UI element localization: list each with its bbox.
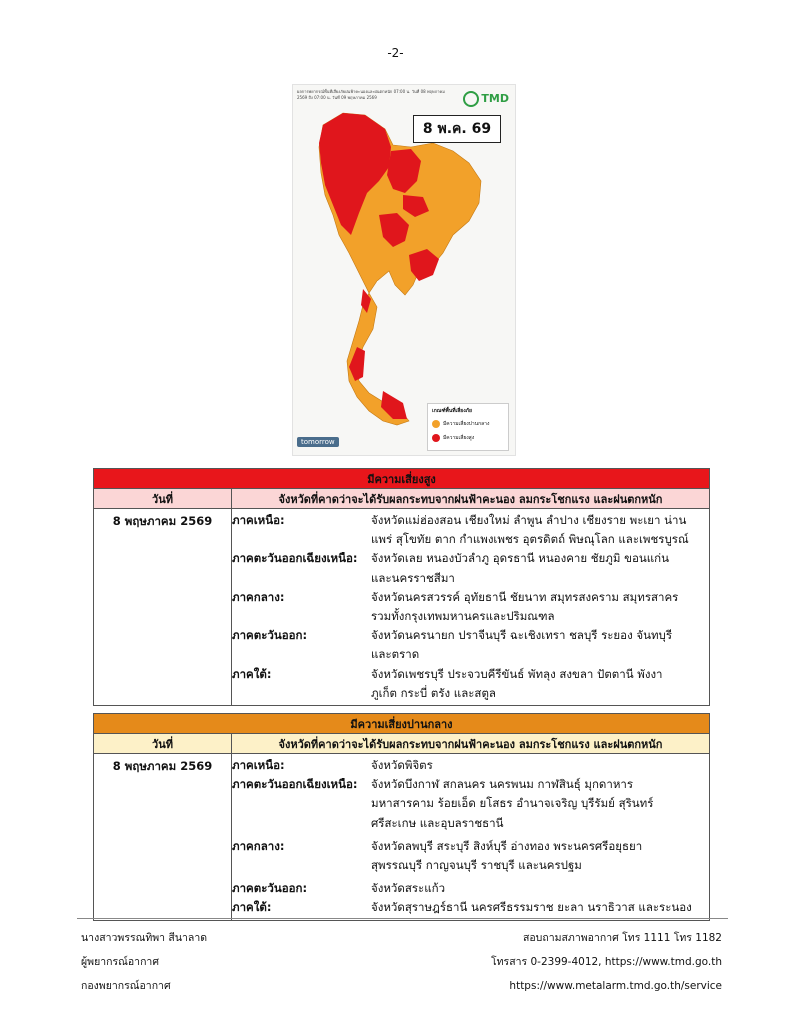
map-legend: [427, 403, 509, 451]
page-number: -2-: [387, 46, 404, 60]
medium-risk-regions: [232, 754, 710, 921]
medium-risk-col-date: วันที่: [94, 734, 232, 754]
tmd-logo-icon: [463, 91, 479, 107]
high-risk-col-provinces: จังหวัดที่คาดว่าจะได้รับผลกระทบจากฝนฟ้าคะนอง ลมกระโชกแรง และฝนตกหนัก: [232, 489, 710, 509]
tmd-logo: TMD: [463, 91, 509, 107]
legend-item-medium: มีความเสี่ยงปานกลาง: [432, 420, 489, 428]
legend-item-high: มีความเสี่ยงสูง: [432, 434, 474, 442]
footer-fax-website[interactable]: โทรสาร 0-2399-4012, https://www.tmd.go.th: [491, 956, 722, 968]
region-row-north: ภาคเหนือ: จังหวัดพิจิตร: [232, 758, 433, 772]
map-caption: ผลการพยากรณ์พื้นที่เสี่ยงภัยฝนฟ้าคะนองและฝนตกหนัก 07:00 น. วันที่ 08 พฤษภาคม 2569 ถึง 07:00 น. วันที่ 09 พฤษภาคม 2569: [297, 89, 445, 100]
medium-risk-date: 8 พฤษภาคม 2569: [94, 754, 232, 921]
footer-phone: สอบถามสภาพอากาศ โทร 1111 โทร 1182: [522, 932, 722, 944]
footer-author-division: กองพยากรณ์อากาศ: [81, 980, 171, 992]
region-row-central: ภาคกลาง: จังหวัดนครสวรรค์ อุทัยธานี ชัยนาท สมุทรสงคราม สมุทรสาคร รวมทั้งกรุงเทพมหานครและปริมณฑล: [232, 589, 679, 624]
high-risk-title: มีความเสี่ยงสูง: [94, 469, 710, 489]
footer-author-title: ผู้พยากรณ์อากาศ: [81, 956, 159, 968]
high-risk-regions: [232, 509, 710, 706]
map-date-label: 8 พ.ค. 69: [413, 115, 501, 143]
footer-author: [81, 926, 207, 998]
region-row-north: ภาคเหนือ: จังหวัดแม่ฮ่องสอน เชียงใหม่ ลำพูน ลำปาง เชียงราย พะเยา น่าน แพร่ สุโขทัย ตาก กำแพงเพชร อุตรดิตถ์ พิษณุโลก และเพชรบูรณ์: [232, 513, 689, 547]
footer-service-link[interactable]: https://www.metalarm.tmd.go.th/service: [509, 980, 722, 992]
tomorrow-logo: tomorrow: [297, 437, 339, 447]
region-row-east: ภาคตะวันออก: จังหวัดสระแก้ว: [232, 881, 446, 896]
region-row-northeast: ภาคตะวันออกเฉียงเหนือ: จังหวัดเลย หนองบัวลำภู อุดรธานี หนองคาย ชัยภูมิ ขอนแก่น และนครราชสีมา: [232, 551, 669, 585]
medium-risk-col-provinces: จังหวัดที่คาดว่าจะได้รับผลกระทบจากฝนฟ้าคะนอง ลมกระโชกแรง และฝนตกหนัก: [232, 734, 710, 754]
footer-contact: [491, 926, 722, 998]
region-row-south: ภาคใต้: จังหวัดเพชรบุรี ประจวบคีรีขันธ์ พัทลุง สงขลา ปัตตานี พังงา ภูเก็ต กระบี่ ตรัง และสตูล: [232, 666, 663, 700]
region-row-east: ภาคตะวันออก: จังหวัดนครนายก ปราจีนบุรี ฉะเชิงเทรา ชลบุรี ระยอง จันทบุรี และตราด: [232, 628, 673, 662]
legend-swatch-high: [432, 434, 440, 442]
footer-author-name: นางสาวพรรณทิพา สีนาลาด: [81, 932, 208, 944]
high-risk-date: 8 พฤษภาคม 2569: [94, 509, 232, 706]
high-risk-col-date: วันที่: [94, 489, 232, 509]
medium-risk-table: [93, 713, 710, 921]
medium-risk-title: มีความเสี่ยงปานกลาง: [94, 714, 710, 734]
legend-title: เกณฑ์พื้นที่เสี่ยงภัย: [432, 408, 472, 414]
footer-divider: [77, 918, 728, 919]
legend-swatch-medium: [432, 420, 440, 428]
region-row-south: ภาคใต้: จังหวัดสุราษฎร์ธานี นครศรีธรรมราช ยะลา นราธิวาส และระนอง: [232, 900, 692, 915]
risk-map-figure: [292, 84, 516, 456]
region-row-northeast: ภาคตะวันออกเฉียงเหนือ: จังหวัดบึงกาฬ สกลนคร นครพนม กาฬสินธุ์ มุกดาหาร มหาสารคาม ร้อยเอ็ด ยโสธร อำนาจเจริญ บุรีรัมย์ สุรินทร์ ศรีสะเกษ และอุบลราชธานี: [232, 777, 654, 830]
region-row-central: ภาคกลาง: จังหวัดลพบุรี สระบุรี สิงห์บุรี อ่างทอง พระนครศรีอยุธยา สุพรรณบุรี กาญจนบุรี ราชบุรี และนครปฐม: [232, 838, 643, 873]
high-risk-table: [93, 468, 710, 706]
